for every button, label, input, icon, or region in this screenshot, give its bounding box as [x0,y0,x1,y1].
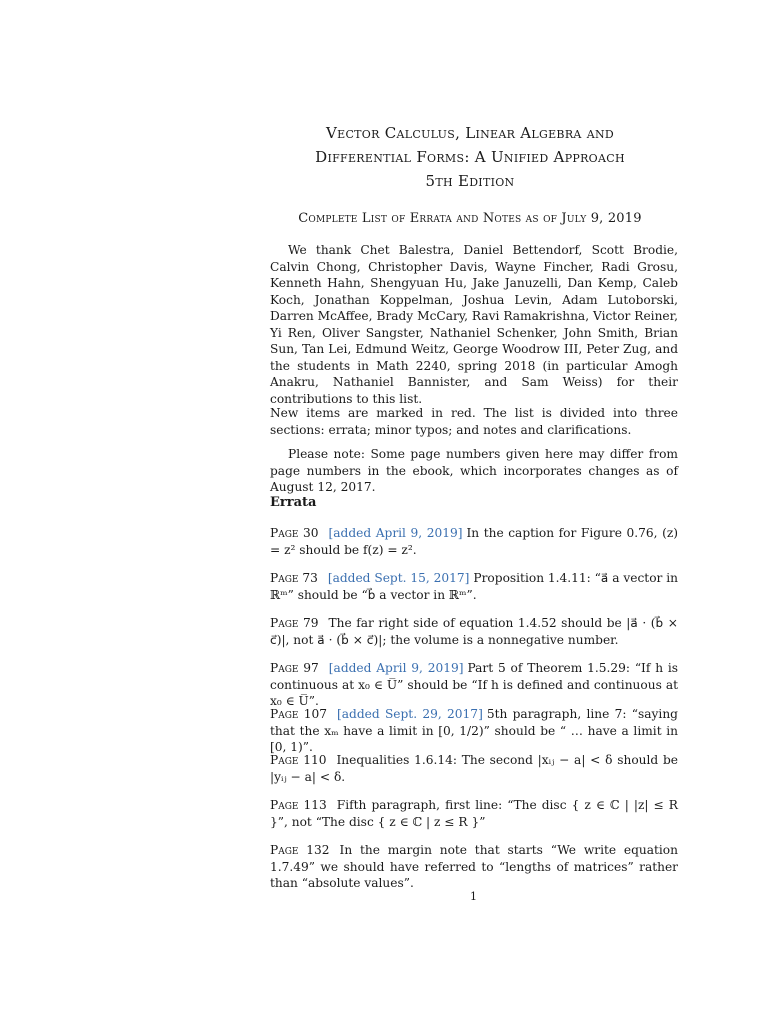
errata-entry [270,752,678,785]
entry-added-date: [added Sept. 15, 2017] [327,571,470,585]
title-line-2: Differential Forms: A Unified Approach [315,148,625,166]
entry-added-date: [added April 9, 2019] [328,526,463,540]
entry-text: Fifth paragraph, first line: “The disc { z ∈ ℂ | |z| ≤ R }”, not “The disc { z ∈ ℂ | z ≤ R }” [270,798,678,829]
page-number: 1 [470,890,477,903]
entry-page-label: Page 79 [270,616,319,630]
entry-text: Inequalities 1.6.14: The second |xᵢⱼ − a| < δ should be |yᵢⱼ − a| < δ. [270,753,678,784]
entry-page-label: Page 110 [270,753,327,767]
entry-text: In the margin note that starts “We write equation 1.7.49” we should have referred to “lengths of matrices” rather than “absolute values”. [270,843,678,890]
entry-page-label: Page 132 [270,843,330,857]
please-note-paragraph: Please note: Some page numbers given here may differ from page numbers in the ebook, which incorporates changes as of August 12, 2017. [270,447,678,494]
section-heading-errata: Errata [270,495,317,510]
entry-added-date: [added Sept. 29, 2017] [337,707,483,721]
entry-text: Proposition 1.4.11: “a⃗ a vector in ℝᵐ” should be “b⃗ a vector in ℝᵐ”. [270,571,678,602]
errata-entry [270,570,678,603]
entry-text: Part 5 of Theorem 1.5.29: “If h is continuous at x₀ ∈ U̅” should be “If h is defined and continuous at x₀ ∈ U̅”. [270,661,679,708]
errata-entry [270,525,678,558]
errata-entry [270,797,678,830]
entry-text: The far right side of equation 1.4.52 should be |a⃗ · (b⃗ × c⃗)|, not a⃗ · (b⃗ × c⃗)|; the volume is a nonnegative number. [270,616,678,647]
title-line-1: Vector Calculus, Linear Algebra and [325,124,615,142]
title-line-3: 5th Edition [425,172,515,190]
new-items-paragraph: New items are marked in red. The list is divided into three sections: errata; minor typos; and notes and clarifications. [270,406,678,437]
errata-entry [270,615,678,648]
errata-entry [270,706,678,756]
entry-page-label: Page 107 [270,707,328,721]
entry-page-label: Page 73 [270,571,318,585]
entry-text: 5th paragraph, line 7: “saying that the xₘ have a limit in [0, 1/2)” should be “ … have a limit in [0, 1)”. [270,707,678,754]
entry-page-label: Page 30 [270,526,319,540]
subtitle: Complete List of Errata and Notes as of July 9, 2019 [298,211,642,226]
acknowledgements-paragraph: We thank Chet Balestra, Daniel Bettendorf, Scott Brodie, Calvin Chong, Christopher Davis, Wayne Fincher, Radi Grosu, Kenneth Hahn, Shengyuan Hu, Jake Januzelli, Dan Kemp, Caleb Koch, Jonathan Koppelman, Joshua Levin, Adam Lutoborski, Darren McAffee, Brady McCary, Ravi Ramakrishna, Victor Reiner, Yi Ren, Oliver Sangster, Nathaniel Schenker, John Smith, Brian Sun, Tan Lei, Edmund Weitz, George Woodrow III, Peter Zug, and the students in Math 2240, spring 2018 (in particular Amogh Anakru, Nathaniel Bannister, and Sam Weiss) for their contributions to this list. [270,243,678,406]
entry-page-label: Page 97 [270,661,319,675]
entry-added-date: [added April 9, 2019] [328,661,464,675]
entry-page-label: Page 113 [270,798,327,812]
errata-entry [270,660,678,710]
entry-text: In the caption for Figure 0.76, (z) = z² should be f(z) = z². [270,526,679,557]
errata-entry [270,842,678,892]
